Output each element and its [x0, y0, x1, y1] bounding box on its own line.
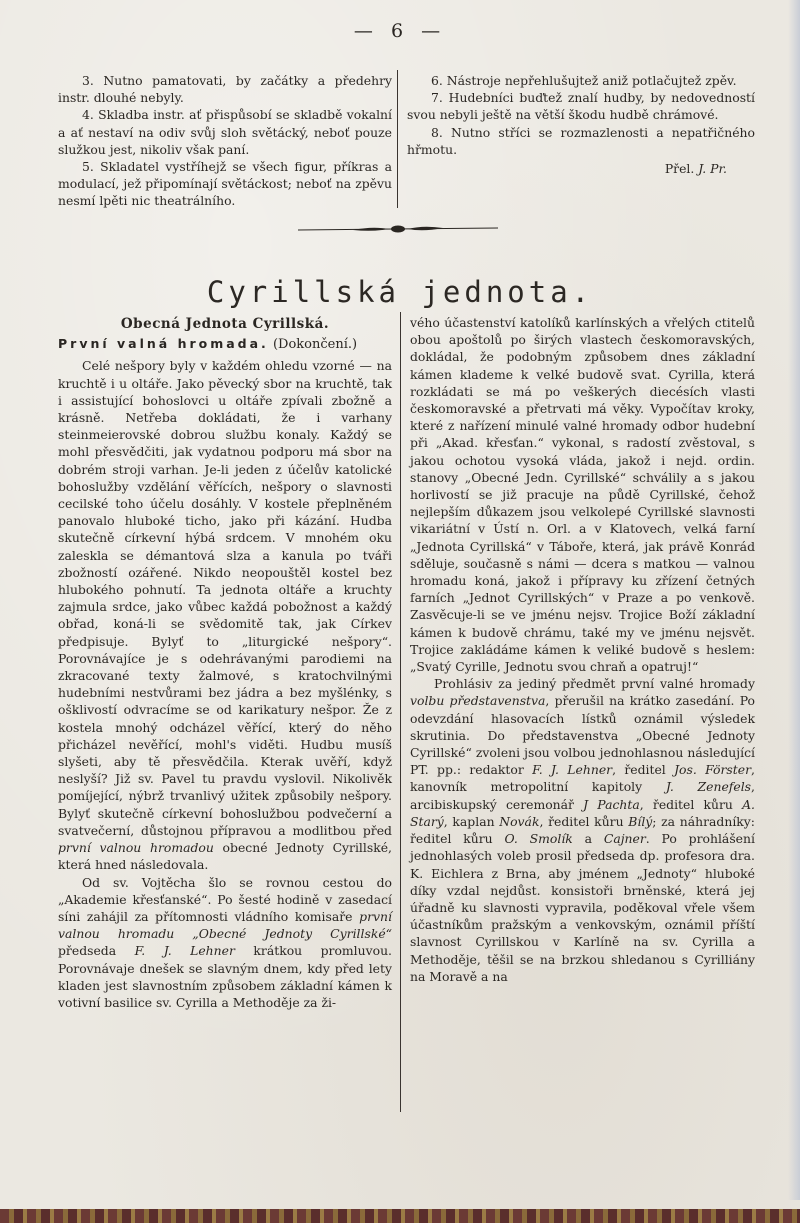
person-name: J. Zenefels: [665, 779, 752, 795]
column-divider: [397, 70, 398, 208]
emphasis-text: první valnou hromadou: [58, 840, 214, 856]
paragraph-text: Od sv. Vojtěcha šlo se rovnou cestou do „Akademie křesťanské“. Po šesté hodině v zasedací síni zahájil za přítomnosti vládního komisaře: [58, 874, 392, 924]
emphasis-text: první valnou hromadu „Obecné Jednoty Cyrillské“: [58, 908, 392, 942]
article-paragraph: [58, 874, 392, 1012]
rule-item-3: 3. Nutno pamatovati, by začátky a předehry instr. dlouhé nebyly.: [58, 73, 392, 106]
paragraph-text: a: [584, 831, 593, 847]
paragraph-text: ; za náhradníky: ředitel kůru: [410, 813, 755, 847]
paragraph-text: . Po prohlášení jednohlasých voleb prosil předseda dp. profesora dra. K. Eichlera z Brna, aby jménem „Jednoty“ hluboké díky vzdal nejdůst. konsistoři brněnské, která jej úřadně ku slavnosti vypravila, poděkoval vřele všem účastníkům pražským a venkovským, oznámil příští slavnost Cyrillskou v Karlíně na sv. Cyrilla a Methoděje, těšil se na brzkou shledanou s Cyrilliány na Moravě a na: [410, 831, 755, 984]
person-name: F. J. Lehner: [532, 762, 613, 778]
person-name: Jos. Förster: [674, 762, 752, 778]
top-right-column: [407, 72, 755, 177]
paragraph-text: obecné Jednoty Cyrillské, která hned následovala.: [58, 840, 392, 873]
article-paragraph: vého účastenství katolíků karlínských a vřelých ctitelů obou apoštolů po širých vlastech českomoravských, dokládal, že podobným způsobem dnes základní kámen klademe k velké budově svat. Cyrilla, která rozkládati se má po veškerých diecésích vlasti českomoravské a přetrvati má věky. Vypočítav kroky, které z nařízení minulé valné hromady odbor hudební při „Akad. křesťan.“ vykonal, s radostí zvěstoval, s jakou ochotou vysoká vláda, jakož i nejd. ordin. stanovy „Obecné Jedn. Cyrillské“ schválily a s jakou horlivostí se již pracuje na půdě Cyrillské, čehož nejlepším důkazem jsou velkolepé Cyrillské slavnosti vikariátní v Ústí n. Orl. a v Klatovech, velká farní „Jednota Cyrillská“ v Táboře, která, jak právě Konrád sděluje, současně s námi — dcera s matkou — valnou hromadu koná, jakož i přípravy ku zřízení četných farních „Jednot Cyrillských“ v Praze a po venkově. Zasvěcuje-li se ve jménu nejsv. Trojice Boží základní kámen k budově chrámu, také my ve jménu nejsvět. Trojice zakládáme kámen k veliké budově s heslem: „Svatý Cyrille, Jednotu svou chraň a opatruj!“: [410, 315, 755, 675]
rule-item-5: 5. Skladatel vystříhejž se všech figur, příkras a modulací, jež připomínají světáckost; neboť na zpěvu nesmí lpěti nic theatrálního.: [58, 159, 392, 209]
rule-item-4: 4. Skladba instr. ať přispůsobí se skladbě vokalní a ať nestaví na odiv svůj sloh světácký, neboť pouze služkou jest, nikoliv však paní.: [58, 107, 392, 157]
book-cover-edge: [0, 1209, 800, 1223]
paragraph-text: , ředitel: [612, 762, 666, 778]
person-name: Cajner: [603, 831, 646, 847]
paragraph-text: krátkou promluvou. Porovnávaje dnešek se slavným dnem, kdy před lety kladen jest slavnostním způsobem základní kámen k votivní basilice sv. Cyrilla a Methoděje za ži-: [58, 943, 392, 1010]
emphasis-text: volbu představenstva: [410, 693, 546, 709]
column-divider: [400, 312, 401, 1112]
paragraph-text: , kanovník metropolitní kapitoly: [410, 762, 755, 795]
person-name: J Pachta: [583, 796, 640, 812]
paragraph-text: Celé nešpory byly v každém ohledu vzorné — na kruchtě i u oltáře. Jako pěvecký sbor na kruchtě, tak i assistující bohoslovci u oltáře zpívali zbožně a krásně. Netřeba dokládati, že i varhany steinmeierovské dobrou službu konaly. Každý se mohl přesvědčiti, jak vydatnou podporu má sbor na dobrém stroji varhan. Je-li jeden z účelův katolické bohoslužby vzdělání věřících, nešpory o slavnosti cecilské toho účelu dosáhly. V kostele přeplněném panovalo hluboké ticho, jako při kázání. Hudba skutečně církevní hýbá srdcem. V mnohém oku zaleskla se démantová slza a kanula po tváři zbožností ozářené. Nikdo neopouštěl kostel bez hlubokého pohnutí. Ta jednota oltáře a kruchty zajmula srdce, jako vůbec každá pobožnost a každý obřad, koná-li se svědomitě tak, jak Církev předpisuje. Bylyť to „liturgické nešpory“. Porovnávajíce je s odehrávanými parodiemi na zkracované texty žalmové, s kratochvilnými hudebními nestvůrami bez jádra a bez myšlénky, s ošklivostí odvracíme se od karikatury nešpor. Že z kostela mnohý odcházel věřící, který do něho přicházel nevěřící, mohl's viděti. Hudbu musíš slyšeti, aby tě přesvědčila. Kterak uvěří, když neslyší? Již sv. Pavel tu pravdu vyslovil. Nikolivěk pomíjející, nýbrž trvanlivý užitek způsobily nešpory. Bylyť skutečně církevní bohoslužbou podvečerní a svatvečerní, důstojnou přípravou a modlitbou před: [58, 358, 392, 838]
paragraph-text: , ředitel kůru: [639, 796, 733, 812]
page-edge-shadow: [788, 0, 800, 1200]
paragraph-text: předseda: [58, 943, 117, 959]
person-name: Novák: [499, 813, 540, 829]
ornament-divider: [298, 222, 498, 236]
subheading-title: První valná hromada.: [58, 336, 269, 352]
organization-heading: Obecná Jednota Cyrillská.: [120, 316, 330, 332]
signature-name: J. Pr.: [698, 161, 727, 177]
article-right-column: [410, 314, 755, 985]
top-left-column: [58, 72, 392, 210]
signature-prefix: Přel.: [664, 161, 695, 177]
rule-item-7: 7. Hudebníci buďtež znalí hudby, by nedovedností svou nebyli ještě na větší škodu hudbě chrámové.: [407, 90, 755, 123]
person-name: Bílý: [628, 813, 653, 829]
rule-item-6: 6. Nástroje nepřehlušujtež aniž potlačujtež zpěv.: [431, 73, 737, 88]
paragraph-text: , arcibiskupský ceremonář: [410, 779, 755, 812]
article-subheading: [58, 335, 392, 353]
article-left-column: [58, 316, 392, 1011]
person-name: F. J. Lehner: [134, 943, 235, 959]
article-paragraph: [58, 357, 392, 873]
subheading-note: (Dokončení.): [272, 337, 358, 353]
article-paragraph: [410, 675, 755, 985]
person-name: A. Starý: [410, 796, 755, 829]
rule-item-8: 8. Nutno stříci se rozmazlenosti a nepatřičného hřmotu.: [407, 124, 755, 157]
page-number: — 6 —: [353, 20, 447, 42]
translator-signature: [407, 160, 755, 177]
paragraph-text: Prohlásiv za jediný předmět první valné hromady: [434, 676, 755, 692]
section-title: Cyrillská jednota.: [206, 275, 594, 310]
paragraph-text: , přerušil na krátko zasedání. Po odevzdání hlasovacích lístků oznámil výsledek skrutinia. Do představenstva „Obecné Jednoty Cyrillské“ zvoleni jsou volbou jednohlasnou následující PT. pp.: redaktor: [410, 693, 755, 778]
person-name: O. Smolík: [504, 831, 573, 847]
paragraph-text: , kaplan: [443, 813, 495, 829]
paragraph-text: , ředitel kůru: [539, 813, 624, 829]
